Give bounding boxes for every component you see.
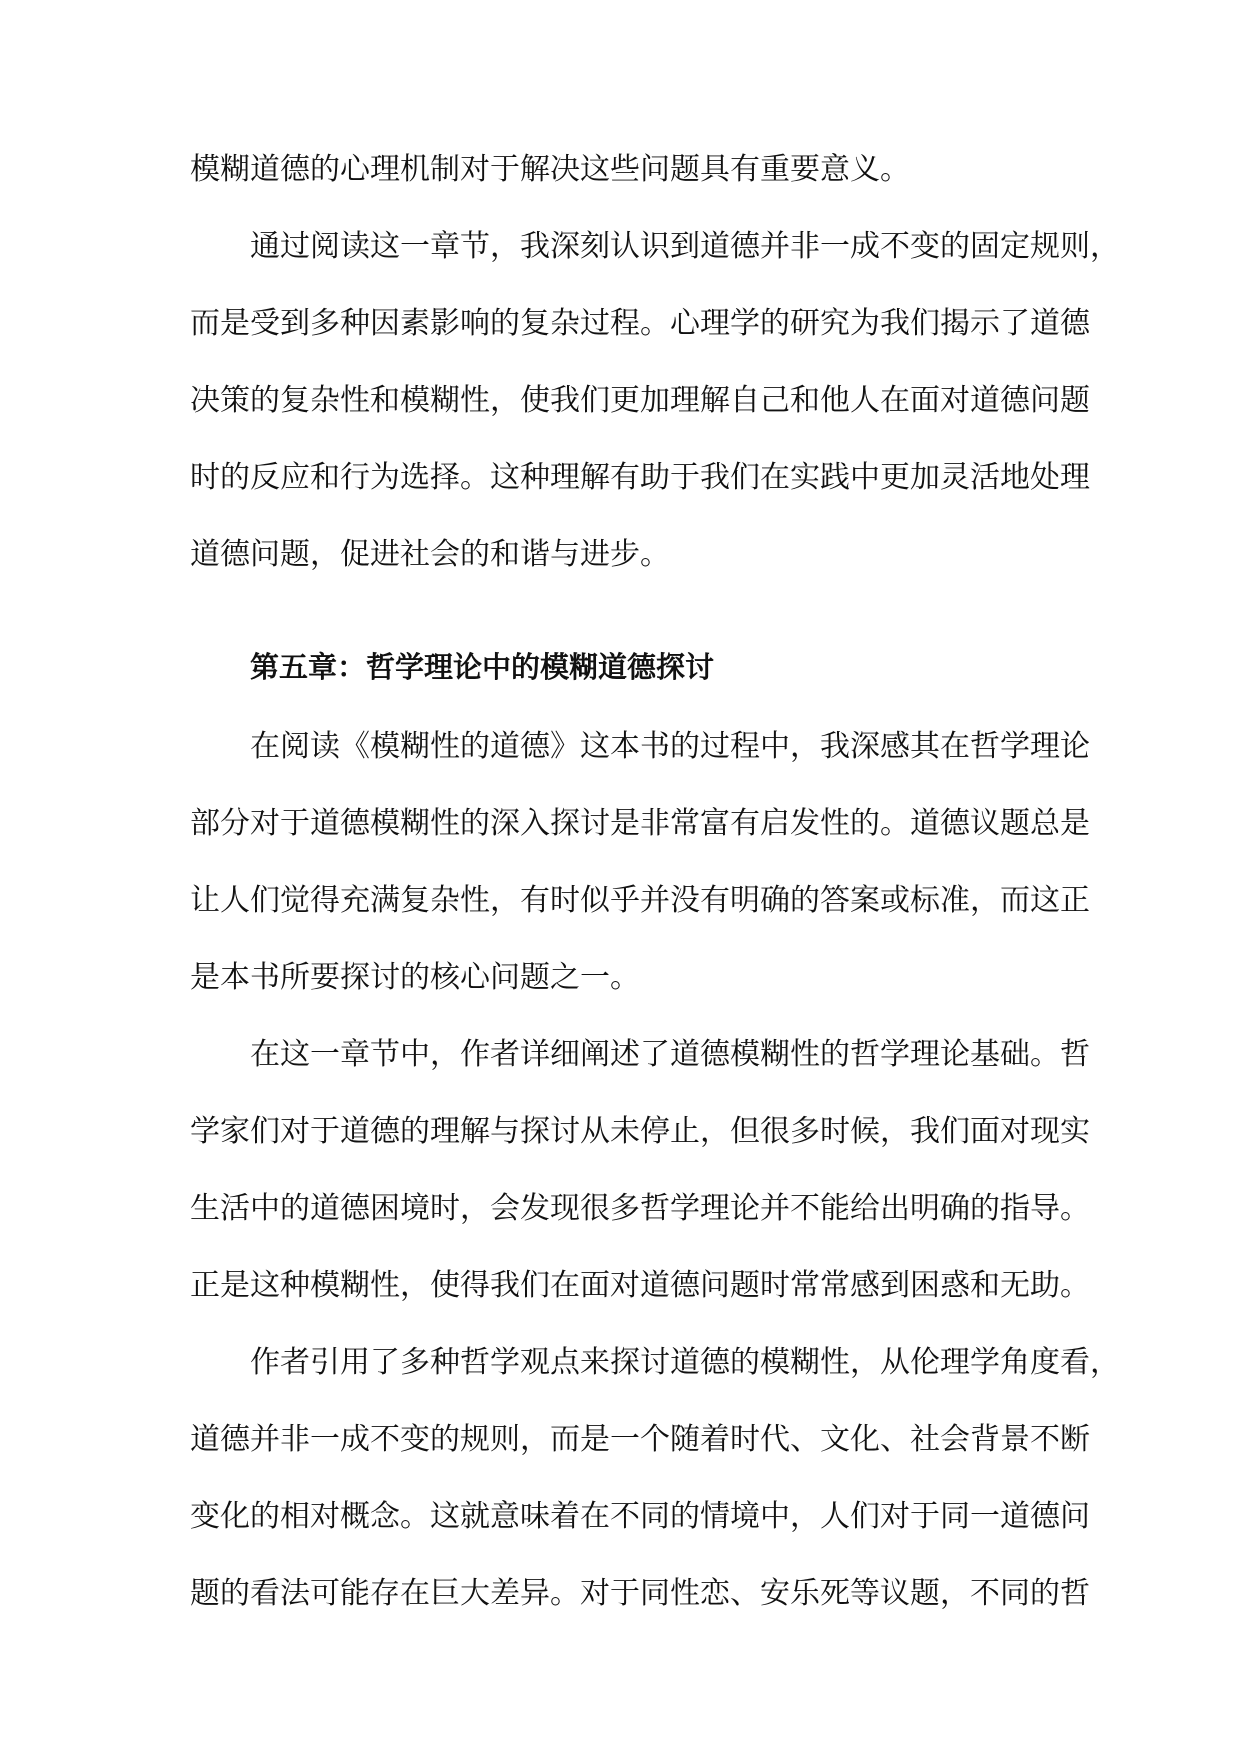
paragraph-1 bbox=[190, 222, 1120, 607]
text-line: 决策的复杂性和模糊性，使我们更加理解自己和他人在面对道德问题 bbox=[190, 383, 1090, 418]
paragraph-2 bbox=[190, 722, 1090, 1030]
text-line: 题的看法可能存在巨大差异。对于同性恋、安乐死等议题，不同的哲 bbox=[190, 1576, 1090, 1611]
text-line: 是本书所要探讨的核心问题之一。 bbox=[190, 960, 640, 995]
intro-paragraph bbox=[190, 145, 1055, 222]
document-page bbox=[190, 145, 1120, 1646]
text-line: 道德并非一成不变的规则，而是一个随着时代、文化、社会背景不断 bbox=[190, 1422, 1090, 1457]
paragraph-3 bbox=[190, 1030, 1090, 1338]
text-line: 让人们觉得充满复杂性，有时似乎并没有明确的答案或标准，而这正 bbox=[190, 883, 1090, 918]
text-line: 正是这种模糊性，使得我们在面对道德问题时常常感到困惑和无助。 bbox=[190, 1268, 1090, 1303]
paragraph-4 bbox=[190, 1338, 1120, 1646]
text-line: 生活中的道德困境时，会发现很多哲学理论并不能给出明确的指导。 bbox=[190, 1191, 1090, 1226]
text-line: 作者引用了多种哲学观点来探讨道德的模糊性，从伦理学角度看， bbox=[250, 1345, 1120, 1380]
text-line: 时的反应和行为选择。这种理解有助于我们在实践中更加灵活地处理 bbox=[190, 460, 1090, 495]
text-line: 通过阅读这一章节，我深刻认识到道德并非一成不变的固定规则， bbox=[250, 229, 1120, 264]
section-gap bbox=[190, 607, 1055, 642]
chapter-heading: 第五章：哲学理论中的模糊道德探讨 bbox=[250, 650, 715, 684]
text-line: 道德问题，促进社会的和谐与进步。 bbox=[190, 537, 670, 572]
text-line: 变化的相对概念。这就意味着在不同的情境中，人们对于同一道德问 bbox=[190, 1499, 1090, 1534]
text-line: 在这一章节中，作者详细阐述了道德模糊性的哲学理论基础。哲 bbox=[250, 1037, 1090, 1072]
text-line: 模糊道德的心理机制对于解决这些问题具有重要意义。 bbox=[190, 152, 910, 187]
text-line: 部分对于道德模糊性的深入探讨是非常富有启发性的。道德议题总是 bbox=[190, 806, 1090, 841]
text-line: 在阅读《模糊性的道德》这本书的过程中，我深感其在哲学理论 bbox=[250, 729, 1090, 764]
text-line: 而是受到多种因素影响的复杂过程。心理学的研究为我们揭示了道德 bbox=[190, 306, 1090, 341]
text-line: 学家们对于道德的理解与探讨从未停止，但很多时候，我们面对现实 bbox=[190, 1114, 1090, 1149]
